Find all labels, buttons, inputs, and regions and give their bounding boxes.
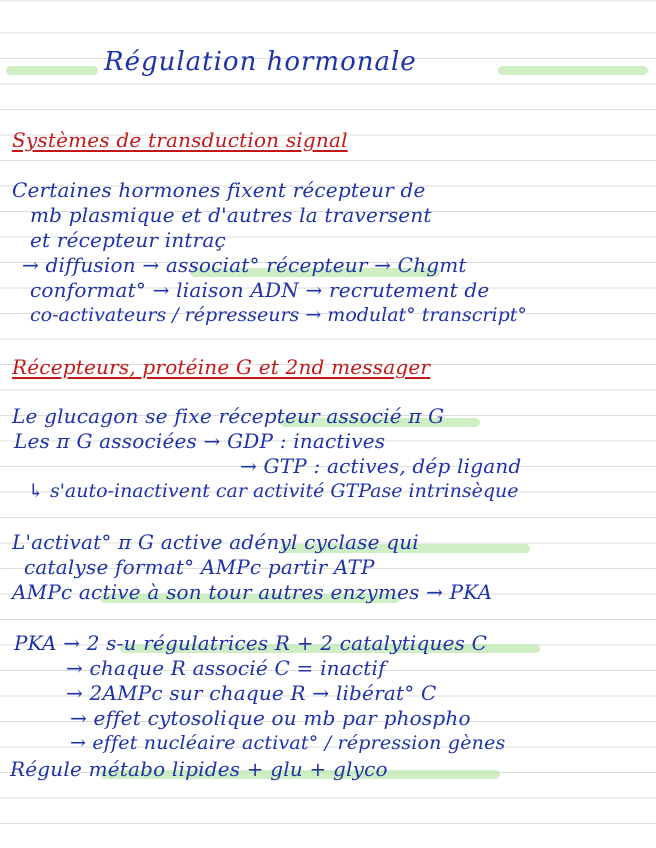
- note-line: co-activateurs / répresseurs → modulat° transcript°: [30, 304, 527, 326]
- note-line: Les π G associées → GDP : inactives: [14, 429, 386, 453]
- note-line: mb plasmique et d'autres la traversent: [30, 203, 432, 227]
- note-line: → effet nucléaire activat° / répression gènes: [70, 732, 506, 754]
- note-line: Certaines hormones fixent récepteur de: [12, 178, 426, 202]
- note-line: conformat° → liaison ADN → recrutement de: [30, 278, 490, 302]
- note-line: → GTP : actives, dép ligand: [240, 454, 522, 478]
- note-line: AMPc active à son tour autres enzymes → PKA: [12, 580, 493, 604]
- note-line: Le glucagon se fixe récepteur associé π G: [12, 404, 445, 428]
- section-heading: Récepteurs, protéine G et 2nd messager: [12, 355, 431, 379]
- note-line: et récepteur intraç: [30, 228, 226, 252]
- note-line: → effet cytosolique ou mb par phospho: [70, 706, 471, 730]
- note-line: Régule métabo lipides + glu + glyco: [10, 757, 388, 781]
- note-line: PKA → 2 s-u régulatrices R + 2 catalytiques C: [14, 631, 488, 655]
- highlight-title-left: [6, 66, 98, 75]
- section-heading: Systèmes de transduction signal: [12, 128, 348, 152]
- highlight-title-right: [498, 66, 648, 75]
- note-line: L'activat° π G active adényl cyclase qui: [12, 530, 419, 554]
- page-title: Régulation hormonale: [104, 47, 417, 77]
- note-line: catalyse format° AMPc partir ATP: [24, 555, 375, 579]
- note-line: ↳ s'auto-inactivent car activité GTPase intrinsèque: [28, 480, 519, 502]
- note-line: → 2AMPc sur chaque R → libérat° C: [66, 681, 437, 705]
- note-line: → diffusion → associat° récepteur → Chgmt: [22, 253, 467, 277]
- note-line: → chaque R associé C = inactif: [66, 656, 386, 680]
